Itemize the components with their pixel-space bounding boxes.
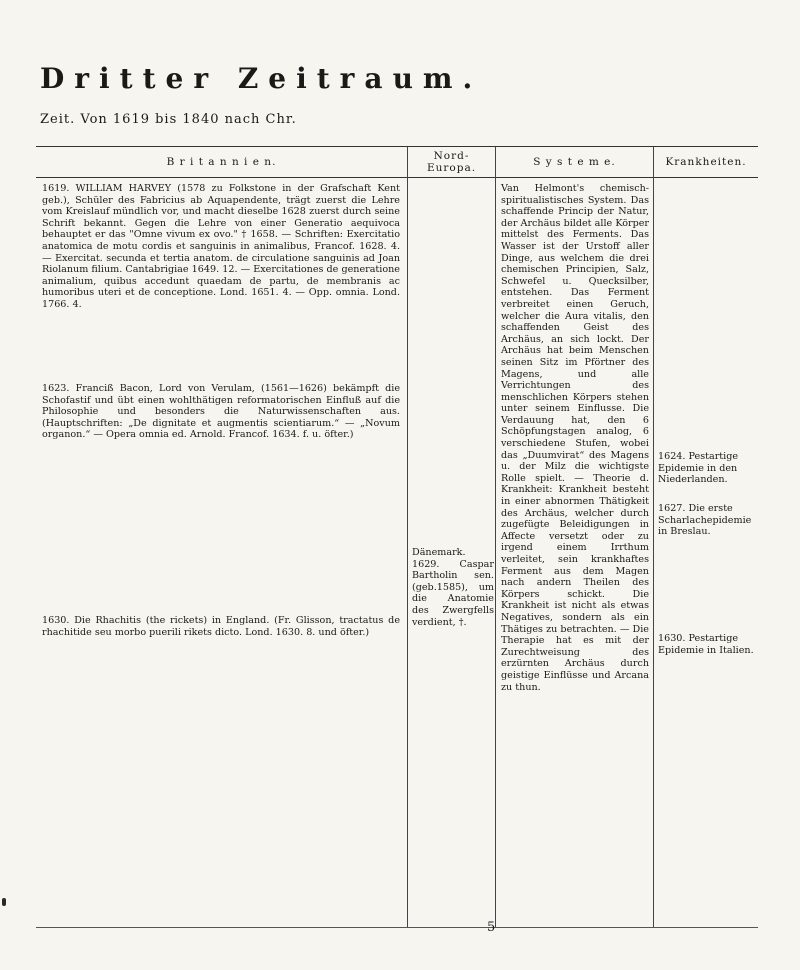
entry-helmont: Van Helmont's chemisch-spiritualistisches System. Das schaffende Princip der Natur, der Archäus bildet alle Körper mittelst des Ferments. Das Wasser ist der Urstoff aller Dinge, aus welchem die drei chemischen Principien, Salz, Schwefel u. Quecksilber, entstehen. Das Ferment verbreitet einen Geruch, welcher die Aura vitalis, den schaffenden Geist des Archäus, an sich lockt. Der Archäus hat beim Menschen seinen Sitz im Pförtner des Magens, und alle Verrichtungen des menschlichen Körpers stehen unter seinem Einflusse. Die Verdauung hat, den 6 Schöpfungstagen analog, 6 verschiedene Stufen, wobei das „Duumvirat“ des Magens u. der Milz die wichtigste Rolle spielt. — Theorie d. Krankheit: Krankheit besteht in einer abnormen Thätigkeit des Archäus, welcher durch zugefügte Beleidigungen in Affecte versetzt oder zu irgend einem Irrthum verleitet, sein krankhaftes Ferment aus dem Magen nach andern Theilen des Körpers schickt. Die Krankheit ist nicht als etwas Negatives, sondern als ein Thätiges zu betrachten. — Die Therapie hat es mit der Zurechtweisung des erzürnten Archäus durch geistige Einflüsse und Arcana zu thun. <box>501 183 649 693</box>
nordeuropa-column <box>408 147 496 927</box>
entry-scharlach-1627: 1627. Die erste Scharlachepidemie in Breslau. <box>658 503 752 538</box>
print-speck <box>2 898 6 906</box>
entry-bacon: 1623. Franciß Bacon, Lord von Verulam, (1561—1626) bekämpft die Schofastif und übt einen wohlthätigen reformatorischen Einfluß auf die Philosophie und besonders die Naturwissenschaften aus. (Hauptschriften: „De dignitate et augmentis scientiarum.“ — „Novum organon.“ — Opera omnia ed. Arnold. Francof. 1634. f. u. öfter.) <box>42 383 400 441</box>
britannien-column <box>36 147 408 927</box>
systeme-header: S y s t e m e. <box>496 147 653 178</box>
nordeuropa-header: Nord- Europa. <box>408 147 495 178</box>
page-title: Dritter Zeitraum. <box>40 62 483 95</box>
systeme-column <box>496 147 654 927</box>
entry-pest-1630: 1630. Pestartige Epidemie in Italien. <box>658 633 754 656</box>
entry-harvey: 1619. WILLIAM HARVEY (1578 zu Folkstone in der Grafschaft Kent geb.), Schüler des Fabricius ab Aquapendente, trägt zuerst die Lehre vom Kreislauf mündlich vor, und macht dieselbe 1628 zuerst durch seine Schrift bekannt. Gegen die Lehre von einer Generatio aequivoca behauptet er das "Omne vivum ex ovo." † 1658. — Schriften: Exercitatio anatomica de motu cordis et sanguinis in animalibus, Francof. 1628. 4. — Exercitat. secunda et tertia anatom. de circulatione sanguinis ad Joan Riolanum filium. Cantabrigiae 1649. 12. — Exercitationes de generatione animalium, quibus accedunt quaedam de partu, de membranis ac humoribus uteri et de conceptione. Lond. 1651. 4. — Opp. omnia. Lond. 1766. 4. <box>42 183 400 310</box>
krankheiten-column <box>654 147 758 927</box>
britannien-header: B r i t a n n i e n. <box>36 147 407 178</box>
krankheiten-header: Krankheiten. <box>654 147 758 178</box>
entry-bartholin: Dänemark. 1629. Caspar Bartholin sen.(geb.1585), um die Anatomie des Zwergfells verdient, †. <box>412 547 494 628</box>
entry-pest-1624: 1624. Pestartige Epidemie in den Niederlanden. <box>658 451 739 486</box>
page-number: 5 <box>487 920 496 935</box>
entry-rachitis: 1630. Die Rhachitis (the rickets) in England. (Fr. Glisson, tractatus de rhachitide seu morbo puerili rikets dicto. Lond. 1630. 8. und öfter.) <box>42 615 400 638</box>
chronology-table <box>36 146 758 928</box>
period-subtitle: Zeit. Von 1619 bis 1840 nach Chr. <box>40 112 297 127</box>
